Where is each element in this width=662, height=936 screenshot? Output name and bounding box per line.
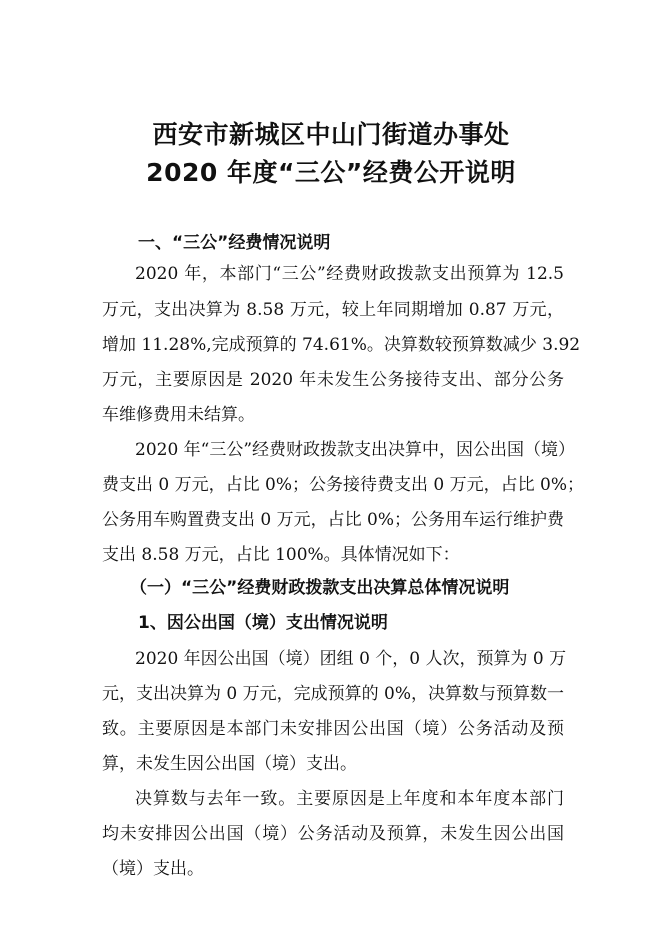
paragraph3-line: 2020 年因公出国（境）团组 0 个，0 人次，预算为 0 万 <box>135 649 567 669</box>
section1-heading: 一、“三公”经费情况说明 <box>138 233 331 253</box>
document-title-line2: 2020 年度“三公”经费公开说明 <box>146 158 516 187</box>
paragraph2-line: 支出 8.58 万元，占比 100%。具体情况如下： <box>102 545 460 565</box>
subheading-overall-description: （一）“三公”经费财政拨款支出决算总体情况说明 <box>130 578 510 598</box>
paragraph2-line: 公务用车购置费支出 0 万元，占比 0%；公务用车运行维护费 <box>102 510 564 530</box>
document-title-line1: 西安市新城区中山门街道办事处 <box>152 120 510 149</box>
paragraph4-line: （境）支出。 <box>102 859 204 879</box>
paragraph3-line: 元，支出决算为 0 万元，完成预算的 0%，决算数与预算数一 <box>102 684 564 704</box>
paragraph1-line: 万元，支出决算为 8.58 万元，较上年同期增加 0.87 万元， <box>102 300 564 320</box>
paragraph1-line: 车维修费用未结算。 <box>102 405 255 425</box>
paragraph1-line: 增加 11.28%,完成预算的 74.61%。决算数较预算数减少 3.92 <box>102 335 581 355</box>
paragraph2-line: 费支出 0 万元，占比 0%；公务接待费支出 0 万元，占比 0%； <box>102 475 584 495</box>
paragraph2-line: 2020 年“三公”经费财政拨款支出决算中，因公出国（境） <box>135 440 576 460</box>
paragraph4-line: 均未安排因公出国（境）公务活动及预算，未发生因公出国 <box>102 824 564 844</box>
paragraph3-line: 致。主要原因是本部门未安排因公出国（境）公务活动及预 <box>102 719 564 739</box>
paragraph1-line: 万元，主要原因是 2020 年未发生公务接待支出、部分公务 <box>102 370 564 390</box>
paragraph3-line: 算，未发生因公出国（境）支出。 <box>102 754 357 774</box>
paragraph4-line: 决算数与去年一致。主要原因是上年度和本年度本部门 <box>135 789 564 809</box>
paragraph1-line: 2020 年，本部门“三公”经费财政拨款支出预算为 12.5 <box>135 264 564 284</box>
subheading-overseas-travel: 1、因公出国（境）支出情况说明 <box>138 613 388 633</box>
